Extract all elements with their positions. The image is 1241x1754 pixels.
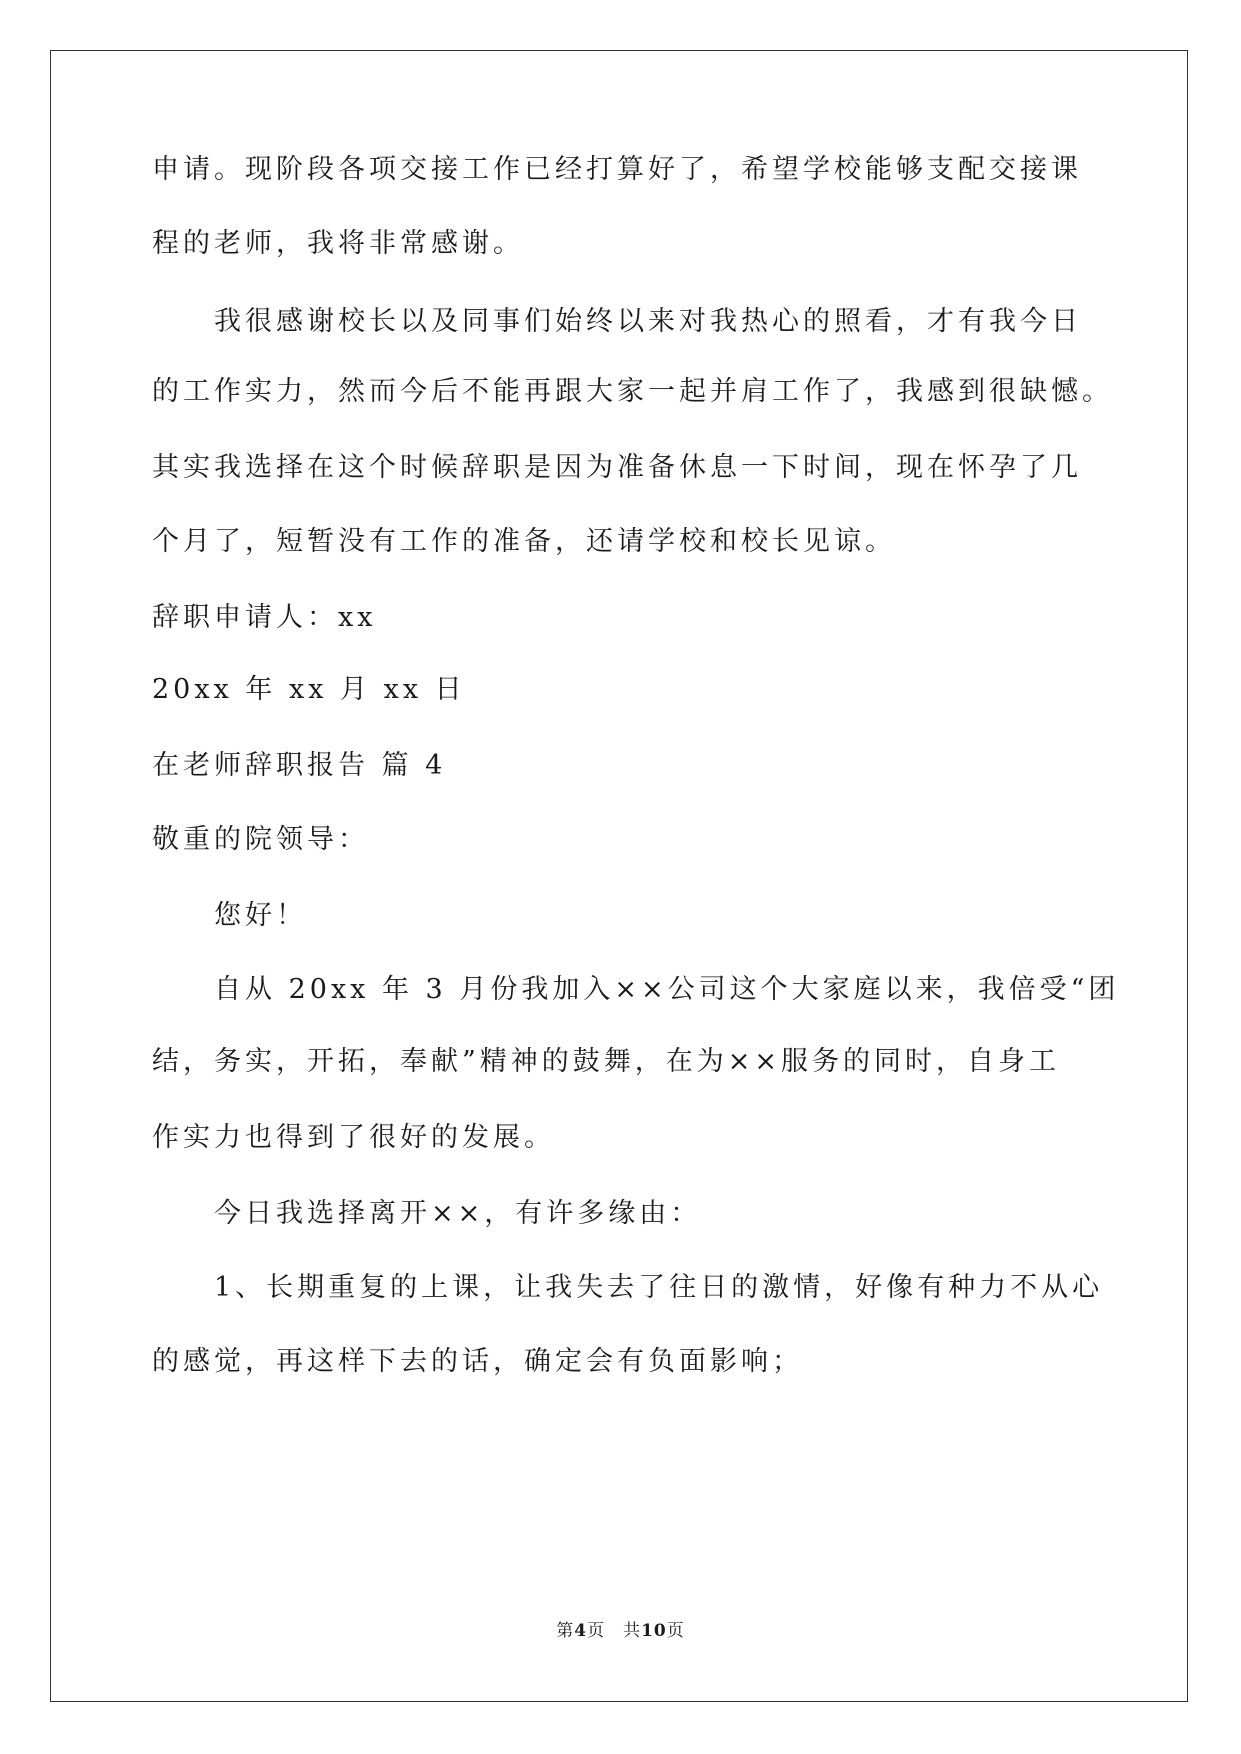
footer-prefix: 第 [556,1621,575,1641]
date-line: 20xx 年 xx 月 xx 日 [152,674,466,705]
body-line: 我很感谢校长以及同事们始终以来对我热心的照看，才有我今日 [214,306,1082,337]
body-line: 程的老师，我将非常感谢。 [152,228,524,259]
body-line: 今日我选择离开××，有许多缘由： [214,1198,702,1229]
body-line: 自从 20xx 年 3 月份我加入××公司这个大家庭以来，我倍受“团 [214,974,1120,1005]
page-footer [0,1620,1241,1642]
body-line: 个月了，短暂没有工作的准备，还请学校和校长见谅。 [152,526,896,557]
footer-middle: 页 共 [587,1621,642,1641]
salutation: 敬重的院领导： [152,824,369,855]
list-item: 的感觉，再这样下去的话，确定会有负面影响； [152,1346,803,1377]
footer-suffix: 页 [666,1621,685,1641]
list-item: 1、长期重复的上课，让我失去了往日的激情，好像有种力不从心 [214,1272,1104,1303]
section-heading: 在老师辞职报告 篇 4 [152,750,447,781]
body-line: 申请。现阶段各项交接工作已经打算好了，希望学校能够支配交接课 [152,154,1082,185]
body-line: 作实力也得到了很好的发展。 [152,1122,555,1153]
body-line: 其实我选择在这个时候辞职是因为准备休息一下时间，现在怀孕了几 [152,452,1082,483]
body-line: 结，务实，开拓，奉献”精神的鼓舞，在为××服务的同时，自身工 [152,1046,1061,1077]
total-page-number: 10 [641,1621,667,1641]
greeting: 您好！ [214,900,307,931]
page-border [50,50,1188,1702]
body-line: 的工作实力，然而今后不能再跟大家一起并肩工作了，我感到很缺憾。 [152,376,1113,407]
current-page-number: 4 [574,1621,588,1641]
signature-line: 辞职申请人：xx [152,602,377,633]
